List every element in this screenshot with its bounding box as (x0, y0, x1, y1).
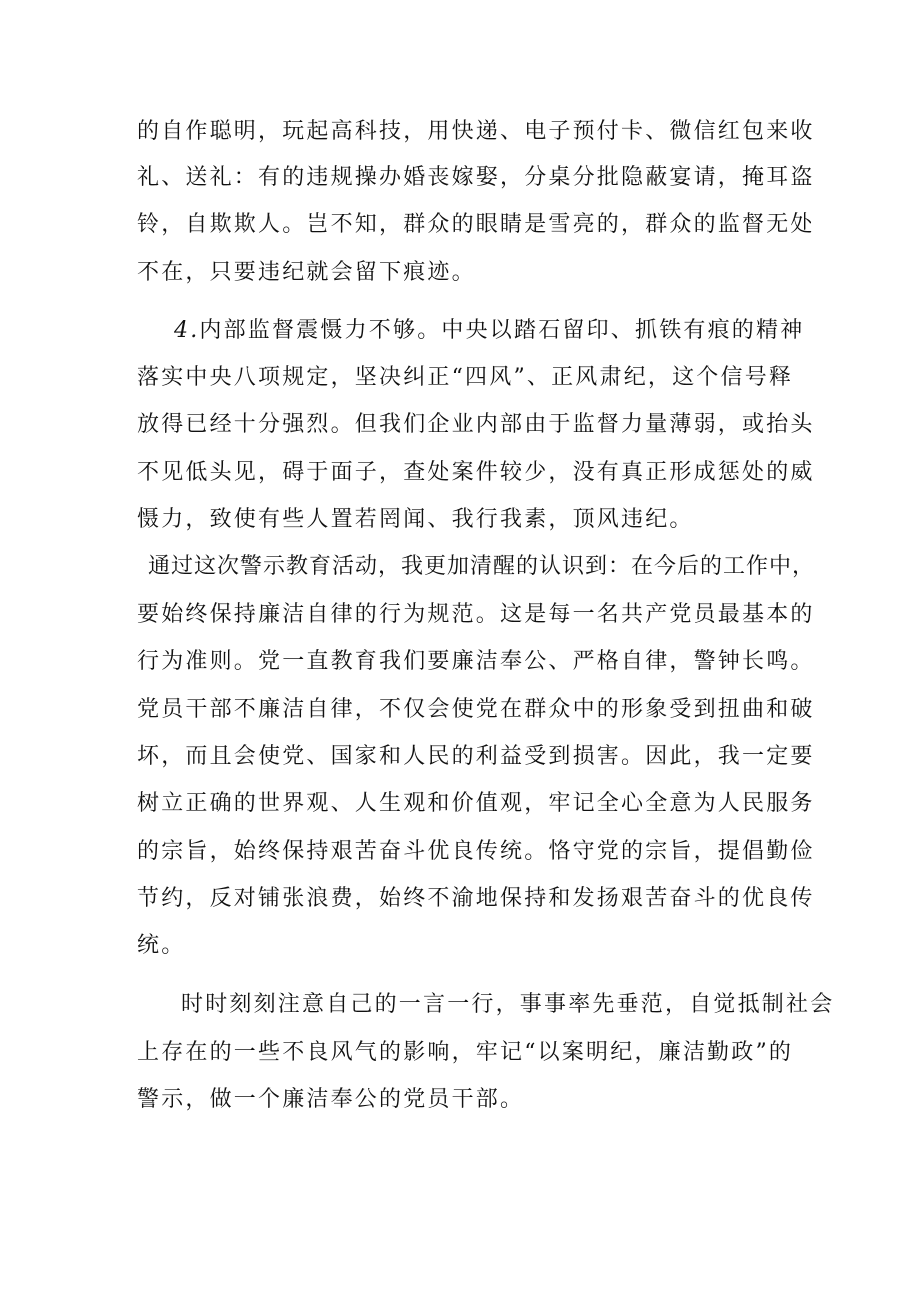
text-line: 落实中央八项规定，坚决纠正“四风”、正风肃纪，这个信号释 (137, 365, 794, 390)
text-line: 行为准则。党一直教育我们要廉洁奉公、严格自律，警钟长鸣。 (137, 649, 815, 674)
text-line: 的宗旨，始终保持艰苦奋斗优良传统。恪守党的宗旨，提倡勤俭 (137, 839, 815, 864)
text-line: 放得已经十分强烈。但我们企业内部由于监督力量薄弱，或抬头 (137, 412, 815, 437)
text-line: 坏，而且会使党、国家和人民的利益受到损害。因此，我一定要 (137, 744, 815, 769)
text-line (174, 316, 805, 346)
text-line: 礼、送礼：有的违规操办婚丧嫁娶，分桌分批隐蔽宴请，掩耳盗 (137, 165, 815, 190)
text-line: 上存在的一些不良风气的影响，牢记“以案明纪，廉洁勤政”的 (137, 1040, 794, 1065)
text-line-content: 内部监督震慑力不够。中央以踏石留印、抓铁有痕的精神 (199, 318, 805, 343)
item-number: 4. (174, 318, 200, 343)
text-line: 不在，只要违纪就会留下痕迹。 (137, 260, 476, 285)
text-line: 党员干部不廉洁自律，不仅会使党在群众中的形象受到扭曲和破 (137, 697, 815, 722)
text-line: 树立正确的世界观、人生观和价值观，牢记全心全意为人民服务 (137, 791, 815, 816)
text-line: 慑力，致使有些人置若罔闻、我行我素，顶风违纪。 (137, 507, 694, 532)
text-line: 警示，做一个廉洁奉公的党员干部。 (137, 1087, 525, 1112)
text-line: 不见低头见，碍于面子，查处案件较少，没有真正形成惩处的威 (137, 460, 815, 485)
text-line: 铃，自欺欺人。岂不知，群众的眼睛是雪亮的，群众的监督无处 (137, 212, 815, 237)
text-line: 时时刻刻注意自己的一言一行，事事率先垂范，自觉抵制社会 (181, 992, 835, 1017)
text-line: 的自作聪明，玩起高科技，用快递、电子预付卡、微信红包来收 (137, 119, 815, 144)
text-line: 要始终保持廉洁自律的行为规范。这是每一名共产党员最基本的 (137, 602, 815, 627)
text-line: 通过这次警示教育活动，我更加清醒的认识到：在今后的工作中， (148, 554, 816, 579)
text-line: 节约，反对铺张浪费，始终不渝地保持和发扬艰苦奋斗的优良传 (137, 886, 815, 911)
text-line: 统。 (137, 933, 186, 958)
